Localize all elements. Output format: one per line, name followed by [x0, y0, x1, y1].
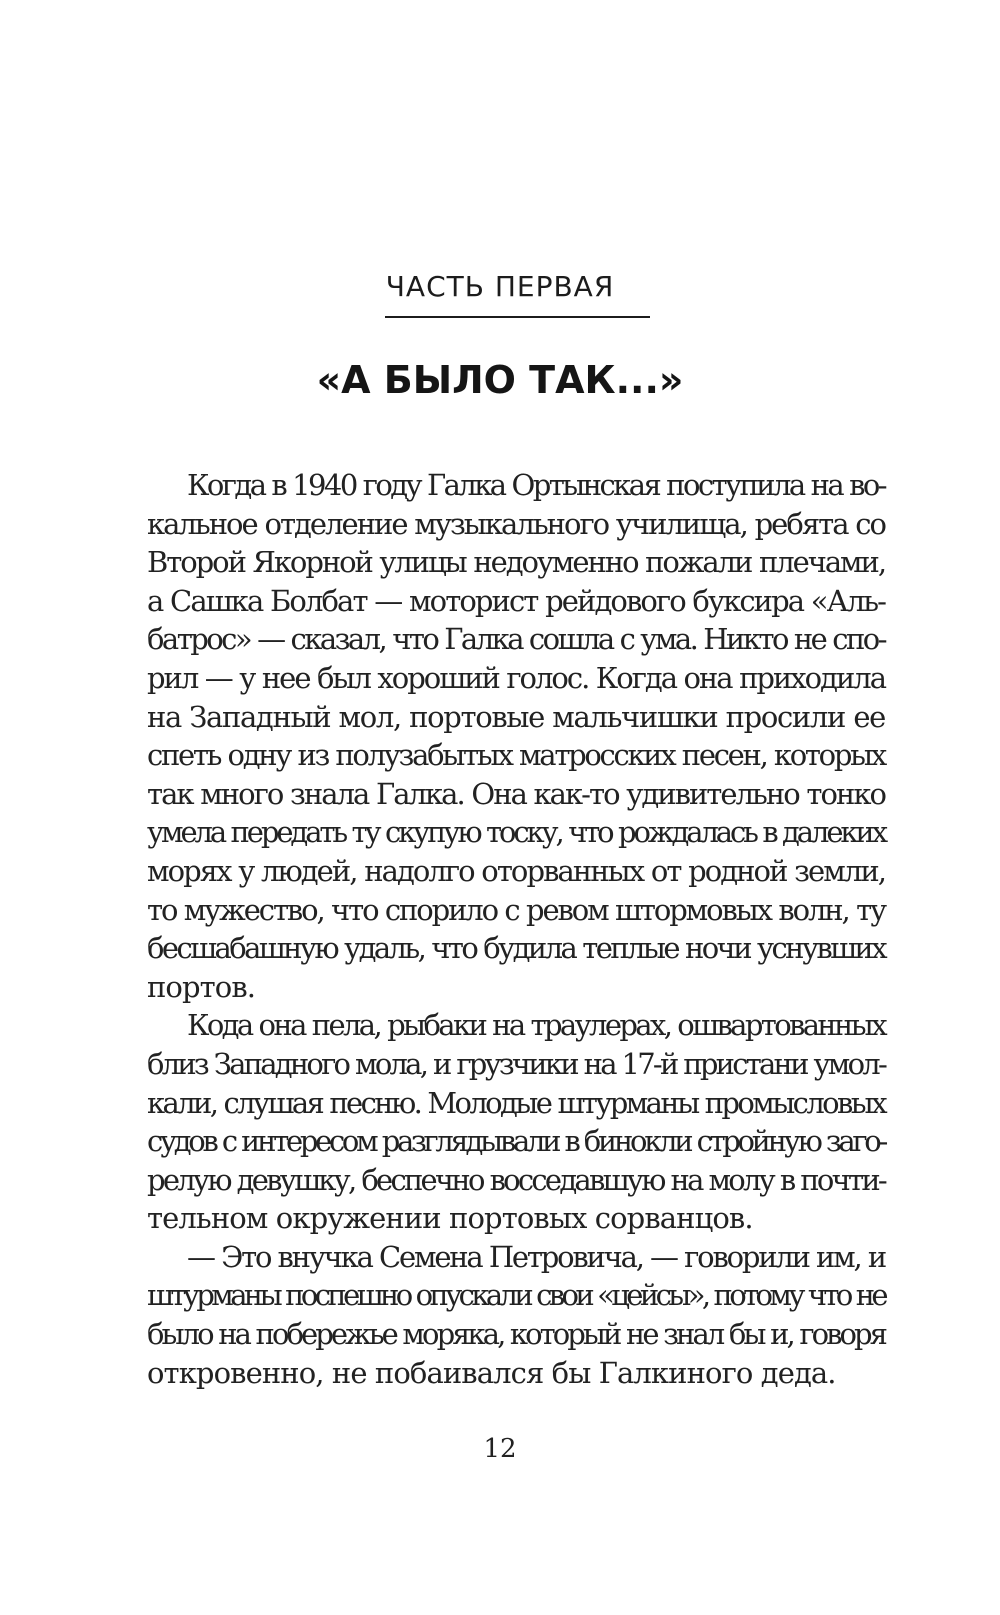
text-line: умела передать ту скупую тоску, что рождалась в далеких	[147, 815, 885, 850]
text-line: на Западный мол, портовые мальчишки просили ее	[147, 699, 885, 734]
text-line: спеть одну из полузабытых матросских песен, которых	[147, 738, 885, 773]
text-line: так много знала Галка. Она как-то удивительно тонко	[147, 776, 885, 811]
text-line: откровенно, не побаивался бы Галкиного деда.	[147, 1355, 836, 1390]
text-line: то мужество, что спорило с ревом штормовых волн, ту	[147, 892, 885, 927]
part-label: ЧАСТЬ ПЕРВАЯ	[385, 270, 615, 303]
text-line: морях у людей, надолго оторванных от родной земли,	[147, 853, 885, 888]
paragraph	[147, 466, 885, 1006]
paragraph	[147, 1006, 885, 1238]
text-line: портов.	[147, 969, 256, 1004]
text-line: батрос» — сказал, что Галка сошла с ума. Никто не спо-	[147, 622, 885, 657]
text-line: Второй Якорной улицы недоуменно пожали плечами,	[147, 545, 885, 580]
text-line: судов с интересом разглядывали в бинокли стройную заго-	[147, 1124, 885, 1159]
text-line: кали, слушая песню. Молодые штурманы промысловых	[147, 1085, 885, 1120]
text-line: Когда в 1940 году Галка Ортынская поступила на во-	[187, 468, 885, 502]
paragraph	[147, 1238, 885, 1392]
page-number: 12	[483, 1434, 517, 1464]
text-line: близ Западного мола, и грузчики на 17-й пристани умол-	[147, 1046, 885, 1081]
text-line: кальное отделение музыкального училища, ребята со	[147, 506, 885, 541]
text-line: бесшабашную удаль, что будила теплые ночи уснувших	[147, 931, 885, 966]
text-line: — Это внучка Семена Петровича, — говорили им, и	[187, 1239, 885, 1274]
text-line: тельном окружении портовых сорванцов.	[147, 1201, 753, 1236]
part-divider	[385, 316, 650, 318]
text-line: релую девушку, беспечно восседавшую на молу в почти-	[147, 1162, 885, 1197]
body-text	[147, 466, 885, 1392]
text-line: Кода она пела, рыбаки на траулерах, ошвартованных	[187, 1008, 885, 1043]
chapter-title: «А БЫЛО ТАК...»	[316, 358, 684, 402]
text-line: было на побережье моряка, который не знал бы и, говоря	[147, 1317, 885, 1352]
text-line: штурманы поспешно опускали свои «цейсы», потому что не	[147, 1278, 885, 1313]
text-line: рил — у нее был хороший голос. Когда она приходила	[147, 660, 885, 695]
text-line: а Сашка Болбат — моторист рейдового буксира «Аль-	[147, 583, 885, 618]
